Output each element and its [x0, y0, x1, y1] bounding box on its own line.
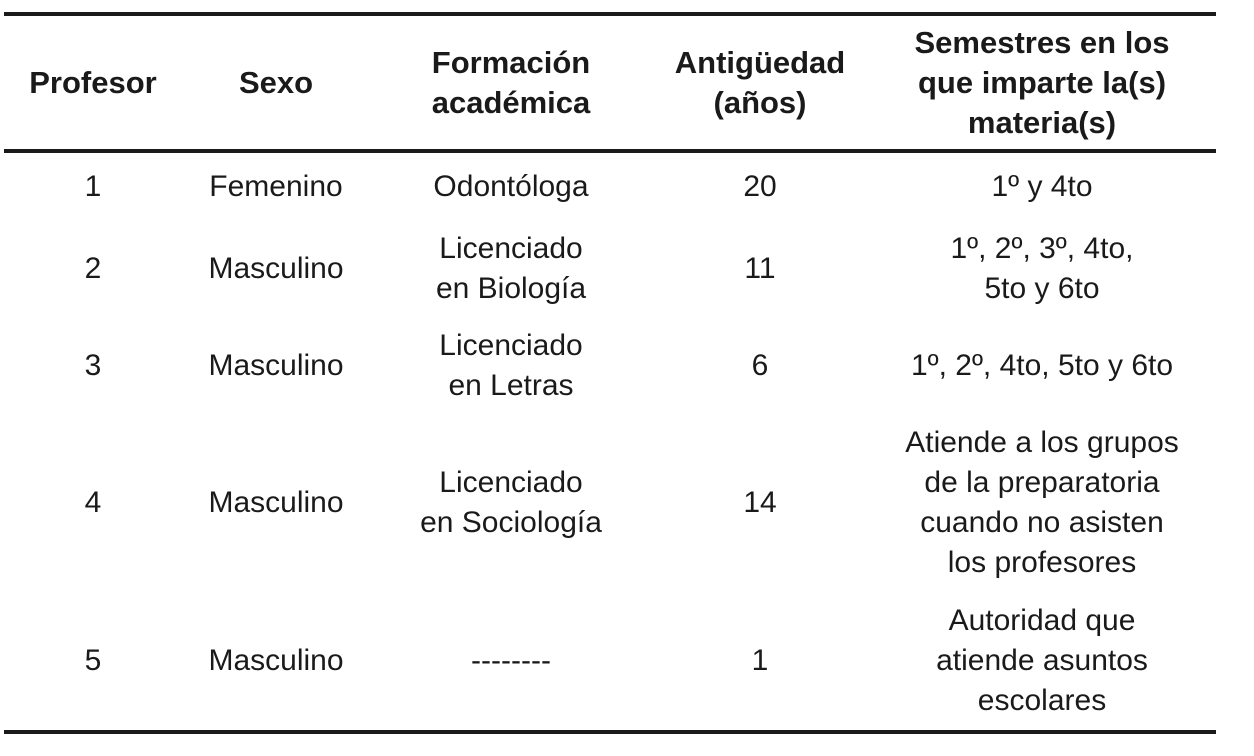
table-row [4, 415, 1216, 591]
cell-profesor: 5 [84, 643, 102, 677]
header-sexo: Sexo [238, 64, 314, 100]
professors-table-container [4, 12, 1216, 734]
cell-sexo: Masculino [208, 486, 344, 519]
table-header [4, 14, 1216, 151]
header-formacion-academica: Formación académica [431, 44, 591, 120]
cell-antiguedad: 14 [743, 486, 777, 519]
cell-antiguedad: 6 [751, 349, 769, 382]
cell-formacion: -------- [471, 643, 551, 677]
table-row [4, 221, 1216, 317]
cell-antiguedad: 11 [744, 252, 776, 285]
cell-formacion: Licenciado en Sociología [420, 466, 602, 539]
cell-profesor: 1 [84, 170, 102, 203]
table-row [4, 591, 1216, 732]
table-body [4, 151, 1216, 732]
header-antiguedad: Antigüedad (años) [674, 44, 846, 120]
cell-antiguedad: 20 [743, 170, 777, 203]
cell-sexo: Masculino [208, 349, 344, 382]
cell-profesor: 4 [84, 486, 102, 519]
cell-profesor: 3 [84, 349, 102, 382]
header-row [4, 14, 1216, 151]
table-row [4, 317, 1216, 415]
cell-sexo: Masculino [208, 252, 344, 285]
cell-formacion: Odontóloga [433, 170, 589, 203]
cell-semestres: 1º, 2º, 3º, 4to, 5to y 6to [950, 232, 1134, 305]
table-row [4, 151, 1216, 221]
cell-formacion: Licenciado en Letras [439, 329, 583, 402]
cell-semestres: 1º, 2º, 4to, 5to y 6to [910, 349, 1174, 382]
cell-profesor: 2 [84, 252, 102, 285]
cell-semestres: Autoridad que atiende asuntos escolares [936, 603, 1148, 717]
header-semestres: Semestres en los que imparte la(s) materia(s) [914, 24, 1170, 140]
cell-formacion: Licenciado en Biología [435, 232, 587, 305]
cell-sexo: Masculino [208, 643, 344, 677]
professors-table [4, 12, 1216, 734]
header-profesor: Profesor [29, 64, 157, 100]
cell-antiguedad: 1 [751, 643, 769, 677]
cell-sexo: Femenino [209, 170, 343, 203]
cell-semestres: 1º y 4to [991, 170, 1093, 203]
cell-semestres: Atiende a los grupos de la preparatoria cuando no asisten los profesores [905, 426, 1179, 579]
